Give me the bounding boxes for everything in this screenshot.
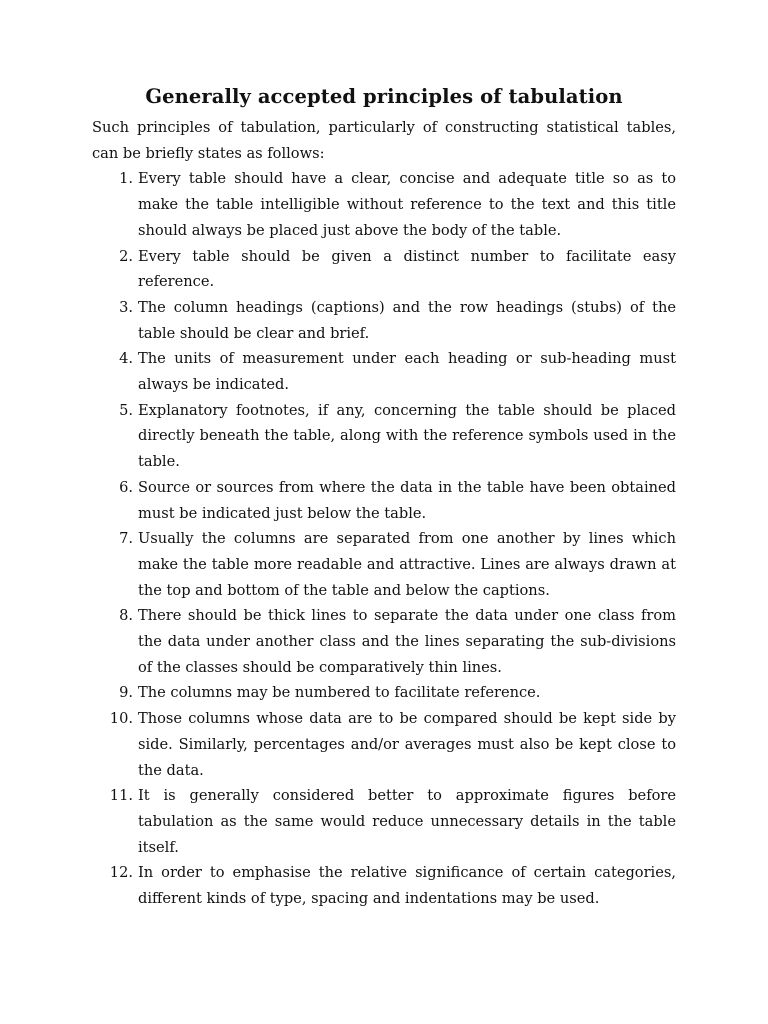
item-number: 6.	[119, 478, 133, 496]
list-item	[92, 398, 676, 475]
list-item	[92, 783, 676, 860]
item-number: 11.	[109, 787, 133, 805]
list-item	[92, 680, 676, 706]
list-item	[92, 526, 676, 603]
principles-list	[92, 166, 676, 911]
item-text: The column headings (captions) and the row headings (stubs) of the table should be clear and brief.	[138, 298, 676, 342]
item-text: Explanatory footnotes, if any, concerning the table should be placed directly beneath the table, along with the reference symbols used in the table.	[138, 401, 676, 471]
list-item	[92, 860, 676, 911]
list-item	[92, 706, 676, 783]
item-text: The columns may be numbered to facilitate reference.	[138, 684, 541, 702]
item-text: Every table should be given a distinct number to facilitate easy reference.	[138, 247, 676, 291]
item-number: 3.	[119, 298, 133, 316]
item-number: 7.	[119, 530, 133, 548]
item-text: Source or sources from where the data in the table have been obtained must be indicated just below the table.	[138, 478, 676, 522]
intro-paragraph: Such principles of tabulation, particularly of constructing statistical tables, can be briefly states as follows:	[92, 119, 676, 162]
item-text: There should be thick lines to separate the data under one class from the data under another class and the lines separating the sub-divisions of the classes should be comparatively thin lines.	[138, 607, 676, 676]
list-item	[92, 166, 676, 243]
item-number: 12.	[109, 864, 133, 882]
item-text: The units of measurement under each heading or sub-heading must always be indicated.	[138, 350, 676, 394]
list-item	[92, 244, 676, 295]
item-number: 10.	[109, 710, 133, 728]
document-page	[92, 84, 676, 912]
list-item	[92, 295, 676, 346]
item-number: 2.	[119, 247, 133, 265]
item-text: Every table should have a clear, concise and adequate title so as to make the table intelligible without reference to the text and this title should always be placed just above the body of the table.	[138, 170, 676, 239]
item-number: 4.	[119, 350, 133, 368]
list-item	[92, 603, 676, 680]
item-number: 1.	[119, 170, 133, 188]
item-number: 8.	[119, 607, 133, 625]
item-number: 9.	[119, 684, 133, 702]
item-text: It is generally considered better to approximate figures before tabulation as the same would reduce unnecessary details in the table itself.	[138, 787, 676, 856]
item-text: Those columns whose data are to be compared should be kept side by side. Similarly, percentages and/or averages must also be kept close to the data.	[138, 710, 676, 779]
item-text: Usually the columns are separated from one another by lines which make the table more readable and attractive. Lines are always drawn at the top and bottom of the table and below the captions.	[138, 530, 676, 599]
item-number: 5.	[119, 401, 133, 419]
page-title: Generally accepted principles of tabulation	[145, 85, 623, 108]
list-item	[92, 475, 676, 526]
list-item	[92, 346, 676, 397]
item-text: In order to emphasise the relative significance of certain categories, different kinds of type, spacing and indentations may be used.	[138, 864, 676, 908]
